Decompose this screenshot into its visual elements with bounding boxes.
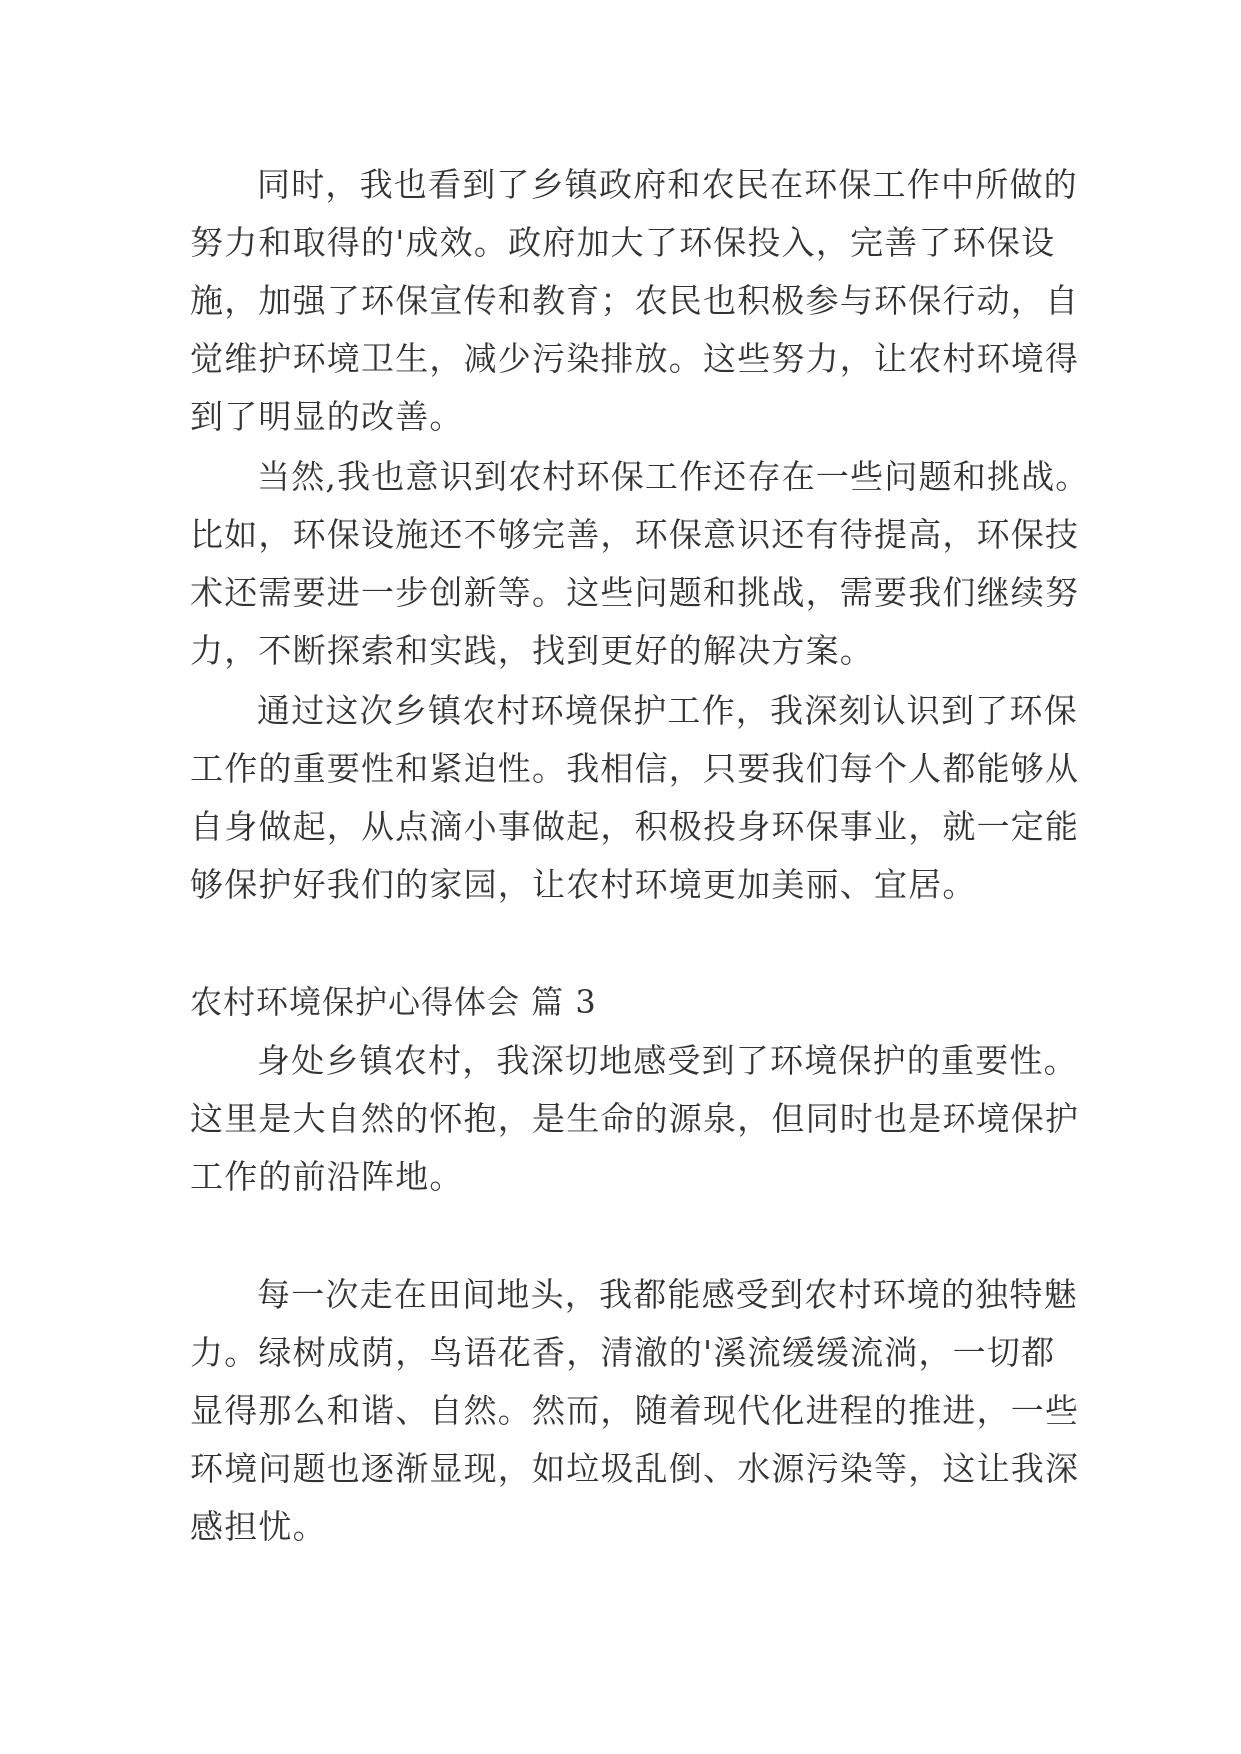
paragraph-5-line-4: 环境问题也逐渐显现，如垃圾乱倒、水源污染等，这让我深	[190, 1449, 1080, 1488]
paragraph-2-line-2: 比如，环保设施还不够完善，环保意识还有待提高，环保技	[190, 515, 1080, 554]
section-heading: 农村环境保护心得体会 篇 3	[190, 983, 597, 1021]
paragraph-3-line-2: 工作的重要性和紧迫性。我相信，只要我们每个人都能够从	[190, 749, 1080, 788]
paragraph-3-line-1: 通过这次乡镇农村环境保护工作，我深刻认识到了环保	[257, 691, 1078, 730]
paragraph-4-line-1: 身处乡镇农村，我深切地感受到了环境保护的重要性。	[257, 1041, 1078, 1080]
paragraph-5-line-2: 力。绿树成荫，鸟语花香，清澈的'溪流缓缓流淌，一切都	[190, 1333, 1056, 1372]
paragraph-5-line-1: 每一次走在田间地头，我都能感受到农村环境的独特魅	[257, 1275, 1078, 1314]
paragraph-4-line-3: 工作的前沿阵地。	[190, 1157, 464, 1196]
paragraph-2-line-3: 术还需要进一步创新等。这些问题和挑战，需要我们继续努	[190, 573, 1080, 612]
paragraph-3-line-4: 够保护好我们的家园，让农村环境更加美丽、宜居。	[190, 865, 977, 904]
paragraph-1-line-4: 觉维护环境卫生，减少污染排放。这些努力，让农村环境得	[190, 339, 1080, 378]
paragraph-1-line-1: 同时，我也看到了乡镇政府和农民在环保工作中所做的	[257, 165, 1078, 204]
paragraph-5-line-3: 显得那么和谐、自然。然而，随着现代化进程的推进，一些	[190, 1391, 1080, 1430]
paragraph-5-line-5: 感担忧。	[190, 1507, 327, 1546]
paragraph-4-line-2: 这里是大自然的怀抱，是生命的源泉，但同时也是环境保护	[190, 1099, 1080, 1138]
paragraph-3-line-3: 自身做起，从点滴小事做起，积极投身环保事业，就一定能	[190, 807, 1080, 846]
paragraph-2-line-1: 当然,我也意识到农村环保工作还存在一些问题和挑战。	[257, 457, 1090, 496]
paragraph-1-line-5: 到了明显的改善。	[190, 397, 464, 436]
paragraph-1-line-3: 施，加强了环保宣传和教育；农民也积极参与环保行动，自	[190, 281, 1080, 320]
paragraph-1-line-2: 努力和取得的'成效。政府加大了环保投入，完善了环保设	[190, 223, 1056, 262]
paragraph-2-line-4: 力，不断探索和实践，找到更好的解决方案。	[190, 631, 874, 670]
